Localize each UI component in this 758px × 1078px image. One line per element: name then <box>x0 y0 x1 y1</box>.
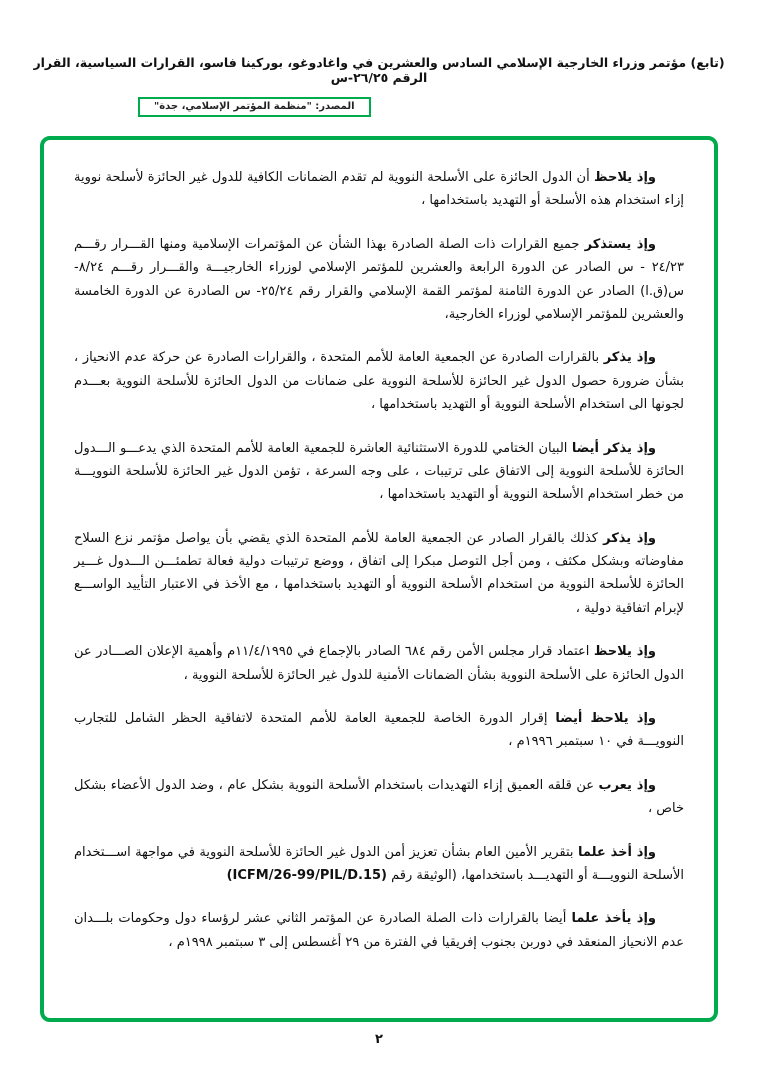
paragraph-8-body: عن قلقه العميق إزاء التهديدات باستخدام الأسلحة النووية بشكل عام ، وضد الدول الأعضاء بشكل خاص ، <box>74 777 684 817</box>
source-label: المصدر: "منظمة المؤتمر الإسلامي، جدة" <box>138 97 371 117</box>
document-body <box>44 140 714 984</box>
paragraph-9 <box>74 841 684 888</box>
paragraph-4-lead: وإذ يذكر أيضا <box>571 440 656 456</box>
paragraph-5-body: كذلك بالقرار الصادر عن الجمعية العامة للأمم المتحدة الذي يقضي بأن يواصل مؤتمر نزع السلاح مفاوضاته وبشكل مكثف ، ومن أجل التوصل مبكرا إلى اتفاق ، ووضع ترتيبات دولية فعالة تطمئـــن الـــدول غـــير الحائزة للأسلحة النووية من استخدام الأسلحة النووية أو التهديد باستخدامها ، مع الأخذ في الاعتبار التأييد الواســـع لإبرام اتفاقية دولية ، <box>74 530 684 616</box>
paragraph-9-lead: وإذ أخذ علما <box>577 844 656 860</box>
paragraph-7-body: إقرار الدورة الخاصة للجمعية العامة للأمم المتحدة لاتفاقية الحظر الشامل للتجارب النوويـــة في ١٠ سبتمبر ١٩٩٦م ، <box>74 711 684 750</box>
paragraph-1 <box>74 166 684 213</box>
paragraph-2-lead: وإذ يستذكر <box>584 236 656 252</box>
paragraph-3-body: بالقرارات الصادرة عن الجمعية العامة للأمم المتحدة ، والقرارات الصادرة عن حركة عدم الانحياز ، بشأن ضرورة حصول الدول غير الحائزة للأسلحة النووية على ضمانات من الدول الحائزة للأسلحة النووية بعـــدم لجونها الى استخدام الأسلحة النووية أو التهديد باستخدامها ، <box>74 350 684 413</box>
paragraph-8-lead: وإذ يعرب <box>598 777 656 793</box>
paragraph-1-body: أن الدول الحائزة على الأسلحة النووية لم تقدم الضمانات الكافية للدول غير الحائزة لأسلحة نووية إزاء استخدام هذه الأسلحة أو التهديد باستخدامها ، <box>74 170 684 209</box>
paragraph-9-body: بتقرير الأمين العام بشأن تعزيز أمن الدول غير الحائزة للأسلحة النووية في مواجهة اســـتخدام الأسلحة النوويـــة أو التهديـــد باستخدامها، (الوثيقة رقم <box>74 844 684 883</box>
paragraph-10 <box>74 907 684 954</box>
paragraph-10-lead: وإذ يأخذ علما <box>571 911 656 927</box>
paragraph-6 <box>74 640 684 687</box>
content-border-box <box>40 136 718 1022</box>
paragraph-3 <box>74 346 684 416</box>
document-reference-number: (ICFM/26-99/PIL/D.15) <box>226 867 387 883</box>
paragraph-5-lead: وإذ يذكر <box>603 530 656 546</box>
paragraph-7-lead: وإذ يلاحظ أيضا <box>555 711 656 727</box>
paragraph-6-body: اعتماد قرار مجلس الأمن رقم ٦٨٤ الصادر بالإجماع في ١١/٤/١٩٩٥م وأهمية الإعلان الصـــادر عن الدول الحائزة على الأسلحة النووية بشأن الضمانات الأمنية للدول غير الحائزة للأسلحة النووية ، <box>74 644 684 683</box>
paragraph-8 <box>74 774 684 821</box>
paragraph-4-body: البيان الختامي للدورة الاستثنائية العاشرة للجمعية العامة للأمم المتحدة الذي يدعـــو الـــدول الحائزة للأسلحة النووية إلى الاتفاق على ترتيبات ، على وجه السرعة ، تؤمن الدول غير الحائزة للأسلحة النوويـــة من خطر استخدام الأسلحة النووية أو التهديد باستخدامها ، <box>74 440 684 503</box>
paragraph-4 <box>74 437 684 507</box>
source-row <box>0 94 758 117</box>
page-number: ٢ <box>375 1032 383 1047</box>
paragraph-10-body: أيضا بالقرارات ذات الصلة الصادرة عن المؤتمر الثاني عشر لرؤساء دول وحكومات بلـــدان عدم الانحياز المنعقد في دوربن بجنوب إفريقيا في الفترة من ٢٩ أغسطس إلى ٣ سبتمبر ١٩٩٨م ، <box>74 911 684 950</box>
paragraph-5 <box>74 527 684 621</box>
paragraph-2-body: جميع القرارات ذات الصلة الصادرة بهذا الشأن عن المؤتمرات الإسلامية ومنها القـــرار رقـــم ٢٤/٢٣ - س الصادر عن الدورة الرابعة والعشرين للمؤتمر الإسلامي لوزراء الخارجيـــة والقـــرار رقـــم ٨/٢٤- س(ق.ا) الصادر عن الدورة الثامنة لمؤتمر القمة الإسلامي والقرار رقم ٢٥/٢٤- س الصادرة عن الدورة الخامسة والعشرين للمؤتمر الإسلامي لوزراء الخارجية، <box>74 236 684 322</box>
document-title: (تابع) مؤتمر وزراء الخارجية الإسلامي السادس والعشرين في واغادوغو، بوركينا فاسو، القرارات السياسية، القرار الرقم ٢٦/٢٥-س <box>33 55 725 85</box>
paragraph-3-lead: وإذ يذكر <box>603 350 656 366</box>
paragraph-1-lead: وإذ يلاحظ <box>594 170 656 185</box>
paragraph-7 <box>74 707 684 754</box>
paragraph-2 <box>74 233 684 327</box>
paragraph-6-lead: وإذ يلاحظ <box>593 644 656 660</box>
